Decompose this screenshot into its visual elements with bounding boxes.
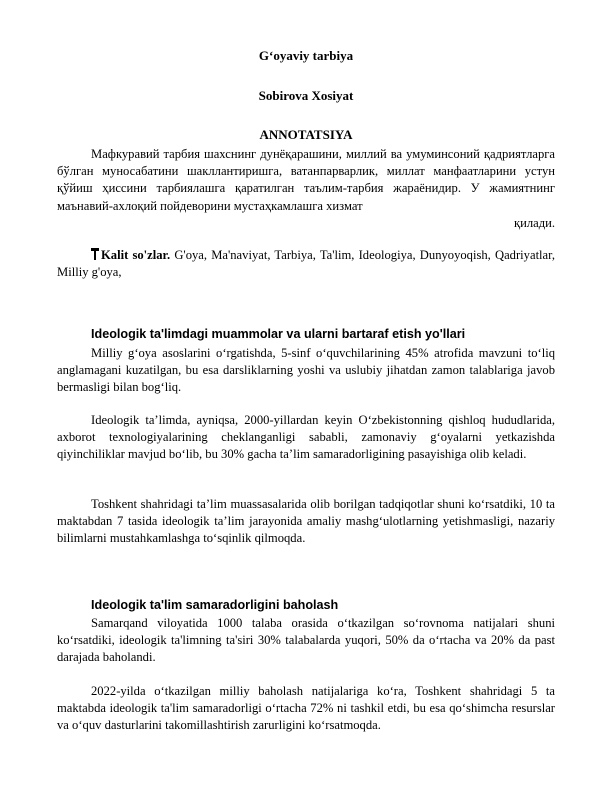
- keywords-label: Kalit so'zlar.: [101, 248, 171, 262]
- author-name: Sobirova Xosiyat: [258, 88, 354, 103]
- keywords-paragraph: [57, 247, 555, 281]
- keywords-text: G'oya, Ma'naviyat, Tarbiya, Ta'lim, Ideologiya, Dunyoyoqish, Qadriyatlar, Milliy g'oya,: [57, 248, 555, 280]
- section2-heading: Ideologik ta'lim samaradorligini baholash: [91, 598, 339, 612]
- pin-icon: [91, 248, 99, 260]
- annotation-text: [57, 146, 555, 232]
- section1-paragraph-1: Milliy g‘oya asoslarini o‘rgatishda, 5-sinf o‘quvchilarining 45% atrofida mavzuni to‘liq anglamagani kuzatilgan, bu esa darsliklarning yoshi va uslubiy jihatdan zamon talablariga javob bermasligi bilan bog‘liq.: [57, 346, 555, 395]
- annotation-body: Мафкуравий тарбия шахснинг дунёқарашини, миллий ва умуминсоний қадриятларга бўлган муносабатини шакллантиришга, ватанпарварлик, миллат манфаатларини устун қўйиш ҳиссини тарбиялашга қаратилган таълим-тарбия жараёнидир. У жамиятнинг маънавий-ахлоқий пойдеворини мустаҳкамлашга хизмат: [57, 147, 555, 213]
- section2-paragraph-2: 2022-yilda o‘tkazilgan milliy baholash natijalariga ko‘ra, Toshkent shahridagi 5 ta maktabda ideologik ta'lim samaradorligi o‘rtacha 72% ni tashkil etdi, bu esa qo‘shimcha resurslar va o‘quv dasturlarini takomillashtirish zarurligini ko‘rsatmoqda.: [57, 684, 555, 733]
- annotation-tail: қилади.: [513, 215, 555, 230]
- section1-paragraph-2: Ideologik ta’limda, ayniqsa, 2000-yillardan keyin O‘zbekistonning qishloq hududlarida, axborot texnologiyalarining cheklanganligi sababli, zamonaviy g‘oyalarni yetkazishda qiyinchiliklar mavjud bo‘lib, bu 30% gacha ta’lim samaradorligining pasayishiga olib keladi.: [57, 413, 555, 462]
- section1-heading: Ideologik ta'limdagi muammolar va ularni bartaraf etish yo'llari: [91, 327, 466, 341]
- annotation-heading: [0, 127, 612, 143]
- paper-title: G‘oyaviy tarbiya: [258, 48, 354, 63]
- section1-paragraph-3: Toshkent shahridagi ta’lim muassasalarida olib borilgan tadqiqotlar shuni ko‘rsatdiki, 10 ta maktabdan 7 tasida ideologik ta’lim jarayonida amaliy mashg‘ulotlarning yetishmasligi, nazariy bilimlarni mustahkamlashga to‘sqinlik qilmoqda.: [57, 497, 555, 546]
- annotation-heading-text: ANNOTATSIYA: [259, 127, 353, 142]
- section2-paragraph-1: Samarqand viloyatida 1000 talaba orasida o‘tkazilgan so‘rovnoma natijalari shuni ko‘rsatdiki, ideologik ta'limning ta'siri 30% talabalarda yuqori, 50% da o‘rtacha va 20% da past darajada baholandi.: [57, 616, 555, 665]
